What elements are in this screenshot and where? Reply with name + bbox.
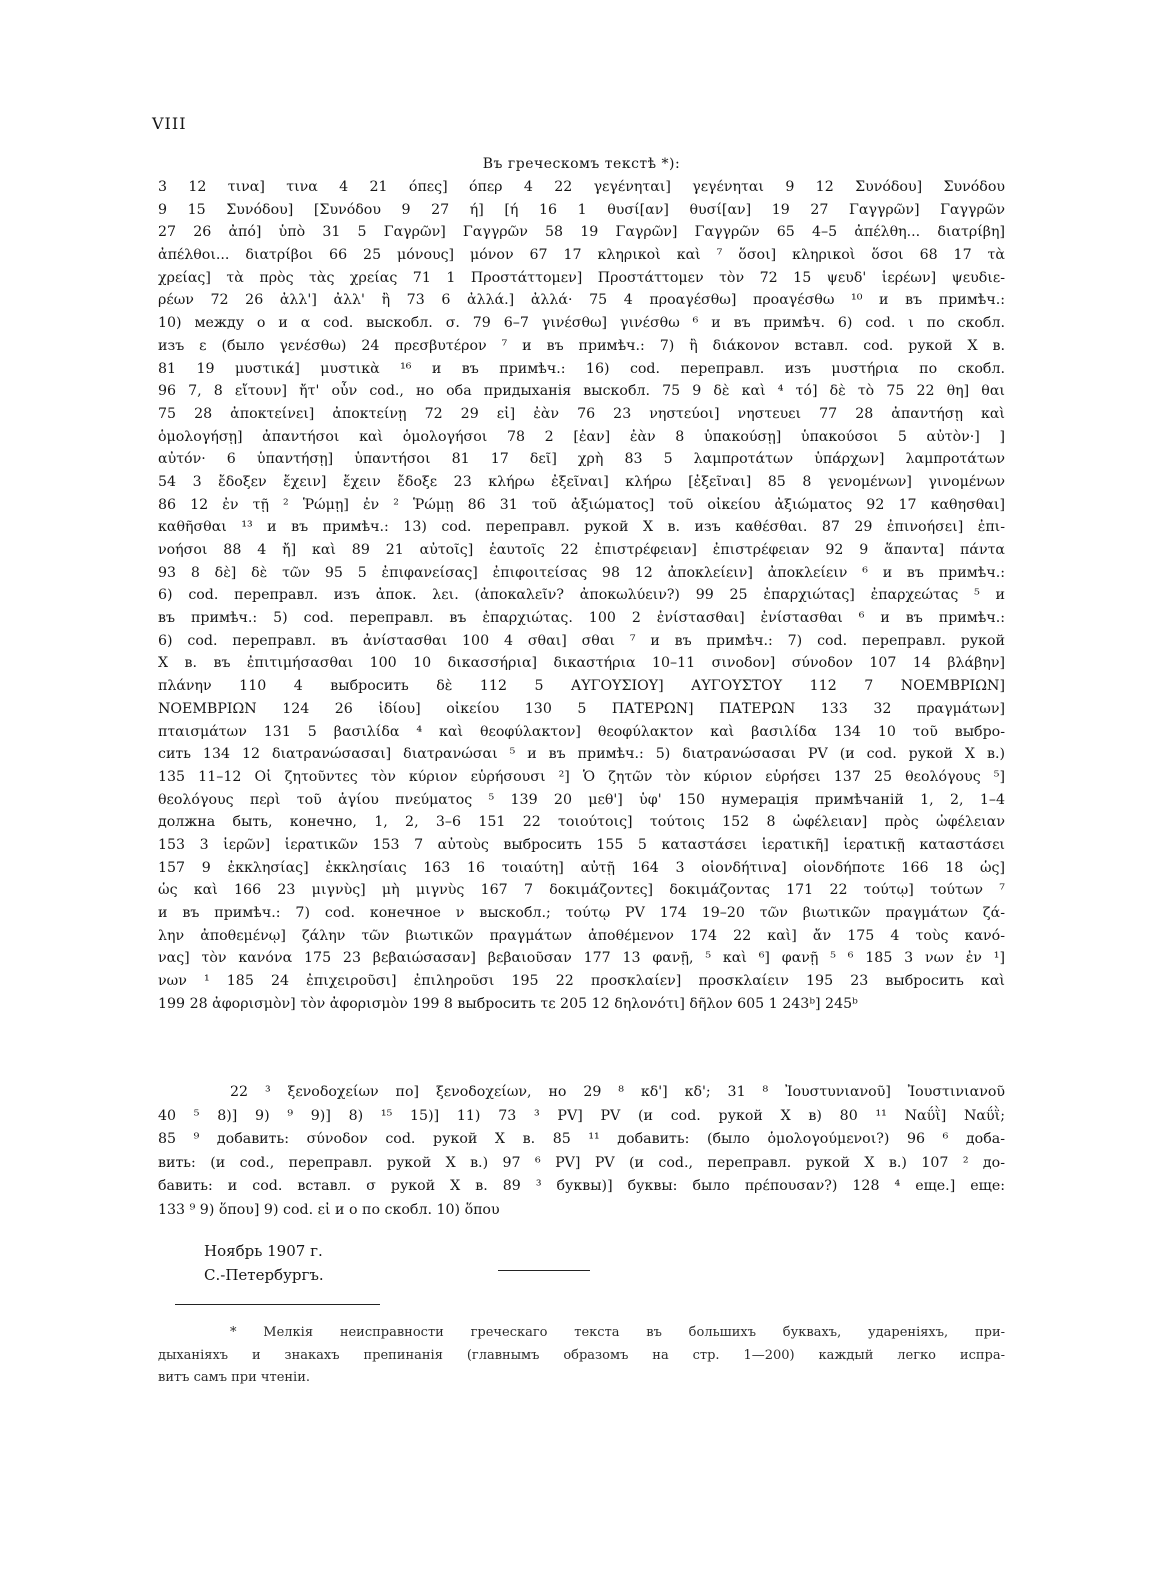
- correction-line: должна быть, конечно, 1, 2, 3–6 151 22 τοιούτοις] τούτοις 152 8 ὠφέλειαν] πρὸς ὠφέλειαν: [158, 814, 1005, 831]
- correction-line: 27 26 ἀπό] ὑπὸ 31 5 Γαγρῶν] Γαγγρῶν 58 19 Γαγρῶν] Γαγγρῶν 65 4–5 ἀπέλθη... διατρίβη]: [158, 224, 1005, 241]
- notes-line: 40 ⁵ 8)] 9) ⁹ 9)] 8) ¹⁵ 15)] 11) 73 ³ PV] PV (и cod. рукой X в) 80 ¹¹ Ναΰῒ] Ναΰῒ;: [158, 1107, 1005, 1124]
- signature-block: [204, 1239, 324, 1287]
- correction-line: ρέων 72 26 ἀλλ'] ἀλλ' ἢ 73 6 ἀλλά.] ἀλλά· 75 4 προαγέσθω] προαγέσθω ¹⁰ и въ примѣч.:: [158, 292, 1005, 309]
- correction-line: 86 12 ἐν τῇ ² Ῥώμῃ] ἐν ² Ῥώμῃ 86 31 τοῦ ἀξιώματος] τοῦ οἰκείου ἀξιώματος 92 17 καθησθαι]: [158, 496, 1005, 513]
- correction-line: ὡς καὶ 166 23 μιγνὺς] μὴ μιγνὺς 167 7 δοκιμάζοντες] δοκιμάζοντας 171 22 τούτῳ] τούτων ⁷: [158, 882, 1005, 899]
- correction-line: X в. въ ἐπιτιμήσασθαι 100 10 δικασσήρια] δικαστήρια 10–11 σινοδον] σύνοδον 107 14 βλάβην]: [158, 655, 1005, 672]
- correction-line: 54 3 ἔδοξεν ἔχειν] ἔχειν ἔδοξε 23 κλήρω ἐξεῖναι] κλήρω [ἐξεῖναι] 85 8 γενομένων] γινομένων: [158, 473, 1005, 490]
- correction-line: αὐτόν· 6 ὑπαντήσῃ] ὑπαντήσοι 81 17 δεῖ] χρὴ 83 5 λαμπροτάτων ὑπάρχων] λαμπροτάτων: [158, 451, 1005, 468]
- correction-line: πταισμάτων 131 5 βασιλίδα ⁴ καὶ θεοφύλακτον] θεοφύλακτον καὶ βασιλίδα 134 10 τοῦ выбро-: [158, 723, 1005, 740]
- correction-line: и въ примѣч.: 7) cod. конечное ν выскобл.; τούτῳ PV 174 19–20 τῶν βιωτικῶν πραγμάτων ζά-: [158, 905, 1005, 921]
- section-heading: Въ греческомъ текстѣ *):: [482, 156, 681, 172]
- correction-line: 81 19 μυστικά] μυστικὰ ¹⁶ и въ примѣч.: 16) cod. переправл. изъ μυστήρια по скобл.: [158, 360, 1005, 377]
- page-number: VIII: [152, 114, 187, 133]
- notes-line: бавить: и cod. вставл. σ рукой X в. 89 ³ буквы)] буквы: было πρέπουσαν?) 128 ⁴ еще.] еще:: [158, 1178, 1005, 1195]
- footnote-separator: [175, 1304, 380, 1305]
- correction-line: λην ἀποθεμένῳ] ζάλην τῶν βιωτικῶν πραγμάτων ἀποθέμενον 174 22 καὶ] ἄν 175 4 τοὺς κανό-: [158, 927, 1005, 944]
- footnote: [158, 1322, 1005, 1390]
- correction-line: 199 28 ἀφορισμὸν] τὸν ἀφορισμὸν 199 8 выбросить τε 205 12 δηλονότι] δῆλον 605 1 243ᵇ] 245ᵇ: [158, 995, 858, 1012]
- footnote-line: витъ самъ при чтеніи.: [158, 1370, 311, 1385]
- correction-line: χρείας] τὰ πρὸς τὰς χρείας 71 1 Προστάττομεν] Προστάττομεν τὸν 72 15 ψευδ' ἱερέων] ψευδιε-: [158, 269, 1005, 286]
- correction-line: θεολόγους περὶ τοῦ ἁγίου πνεύματος ⁵ 139 20 μεθ'] ὑφ' 150 нумерація примѣчаній 1, 2, 1–4: [158, 791, 1005, 808]
- correction-line: сить 134 12 διατρανώσασαι] διατρανώσαι ⁵ и въ примѣч.: 5) διατρανώσασαι PV (и cod. рукой X в.): [158, 746, 1005, 763]
- correction-line: 10) между ο и α cod. выскобл. σ. 79 6–7 γινέσθω] γινέσθω ⁶ и въ примѣч. 6) cod. ι по скобл.: [158, 315, 1005, 332]
- correction-line: 9 15 Συνόδου] [Συνόδου 9 27 ή] [ή 16 1 θυσί[αν] θυσί[αν] 19 27 Γαγγρῶν] Γαγγρῶν: [158, 201, 1005, 218]
- footnote-line: дыханіяхъ и знакахъ препинанія (главнымъ образомъ на стр. 1—200) каждый легко испра-: [158, 1347, 1005, 1363]
- correction-line: 153 3 ἱερῶν] ἱερατικῶν 153 7 αὐτοὺς выбросить 155 5 καταστάσει ἱερατικῆ] ἱερατικῇ καταστάσει: [158, 836, 1005, 853]
- notes-line: 133 ⁹ 9) ὅπου] 9) cod. εἰ и ο по скобл. 10) ὅπου: [158, 1201, 500, 1218]
- notes-line: вить: (и cod., переправл. рукой X в.) 97 ⁶ PV] PV (и cod., переправл. рукой X в.) 107 ² до-: [158, 1154, 1005, 1171]
- correction-line: καθῆσθαι ¹³ и въ примѣч.: 13) cod. переправл. рукой X в. изъ καθέσθαι. 87 29 ἐπινοήσει] ἐπι-: [158, 519, 1005, 536]
- correction-line: изъ ε (было γενέσθω) 24 πρεσβυτέρον ⁷ и въ примѣч.: 7) ἢ διάκονον вставл. cod. рукой X в.: [158, 337, 1005, 354]
- correction-line: ΝΟΕΜΒΡΙΩΝ 124 26 ἰδίου] οἰκείου 130 5 ΠΑΤΕΡΩΝ] ΠΑΤΕΡΩΝ 133 32 πραγμάτων]: [158, 700, 1005, 717]
- correction-line: 75 28 ἀποκτείνει] ἀποκτείνῃ 72 29 εἰ] ἐὰν 76 23 νηστεύοι] νηστευει 77 28 ἀπαντήσῃ καὶ: [158, 405, 1005, 422]
- correction-line: 96 7, 8 εἴτουν] ἤτ' οὖν cod., но оба придыханія выскобл. 75 9 δὲ καὶ ⁴ τό] δὲ τὸ 75 22 θη] θαι: [158, 383, 1005, 400]
- correction-line: 93 8 δὲ] δὲ τῶν 95 5 ἐπιφανείσας] ἐπιφοιτείσας 98 12 ἀποκλείειν] ἀποκλείειν ⁶ и въ примѣч.:: [158, 564, 1005, 581]
- date-line: Ноябрь 1907 г.: [204, 1242, 323, 1260]
- correction-line: 157 9 ἐκκλησίας] ἐκκλησίαις 163 16 τοιαύτη] αὐτῇ 164 3 οἱονδήτινα] οἱονδήποτε 166 18 ὡς]: [158, 859, 1005, 876]
- correction-line: 135 11–12 Οἱ ζητοῦντες τὸν κύριον εὑρήσουσι ²] Ὁ ζητῶν τὸν κύριον εὑρήσει 137 25 θεολόγους ⁵]: [158, 768, 1005, 785]
- corrections-list: [158, 176, 1005, 1015]
- notes-corrections: [158, 1081, 1005, 1223]
- footnote-line: * Мелкія неисправности греческаго текста въ большихъ буквахъ, удареніяхъ, при-: [230, 1325, 1005, 1340]
- place-line: С.-Петербургъ.: [204, 1266, 324, 1284]
- correction-line: 3 12 τινα] τινα 4 21 όπες] όπερ 4 22 γεγένηται] γεγένηται 9 12 Συνόδου] Συνόδου: [158, 179, 1005, 195]
- closing-rule: [498, 1270, 590, 1271]
- correction-line: νας] τὸν κανόνα 175 23 βεβαιώσασαν] βεβαιοῦσαν 177 13 φανῇ, ⁵ καὶ ⁶] φανῇ ⁵ ⁶ 185 3 νων ἐν ¹]: [158, 950, 1005, 967]
- notes-line: 22 ³ ξενοδοχείων по] ξενοδοχείων, но 29 ⁸ κδ'] κδ'; 31 ⁸ Ἰουστυνιανοῦ] Ἰουστινιανοῦ: [230, 1084, 1005, 1100]
- correction-line: πλάνην 110 4 выбросить δὲ 112 5 ΑΥΓΟΥΣΙΟΥ] ΑΥΓΟΥΣΤΟΥ 112 7 ΝΟΕΜΒΡΙΩΝ]: [158, 678, 1005, 695]
- correction-line: въ примѣч.: 5) cod. переправл. въ ἐπαρχιώτας. 100 2 ἐνίστασθαι] ἐνίστασθαι ⁶ и въ примѣч.:: [158, 610, 1005, 627]
- correction-line: 6) cod. переправл. въ ἀνίστασθαι 100 4 σθαι] σθαι ⁷ и въ примѣч.: 7) cod. переправл. рукой: [158, 632, 1005, 649]
- correction-line: νων ¹ 185 24 ἐπιχειροῦσι] ἐπιληροῦσι 195 22 προσκλαίεν] προσκλαίειν 195 23 выбросить καὶ: [158, 973, 1005, 990]
- correction-line: 6) cod. переправл. изъ ἀποκ. λει. (ἀποκαλεῖν? ἀποκωλύειν?) 99 25 ἐπαρχιώτας] ἐπαρχεώτας ⁵ и: [158, 587, 1005, 604]
- notes-line: 85 ⁹ добавить: σύνοδον cod. рукой X в. 85 ¹¹ добавить: (было ὁμολογούμενοι?) 96 ⁶ доба-: [158, 1131, 1005, 1148]
- correction-line: ἀπέλθοι... διατρίβοι 66 25 μόνους] μόνον 67 17 κληρικοὶ καὶ ⁷ ὅσοι] κληρικοὶ ὅσοι 68 17 τὰ: [158, 247, 1005, 264]
- correction-line: νοήσοι 88 4 ἤ] καὶ 89 21 αὐτοῖς] ἑαυτοῖς 22 ἐπιστρέφειαν] ἐπιστρέφειαν 92 9 ἅπαντα] πάντα: [158, 542, 1005, 558]
- correction-line: ὁμολογήσῃ] ἀπαντήσοι καὶ ὁμολογήσοι 78 2 [ἐαν] ἐὰν 8 ὑπακούσῃ] ὑπακούσοι 5 αὐτὸν·] ]: [158, 428, 1005, 445]
